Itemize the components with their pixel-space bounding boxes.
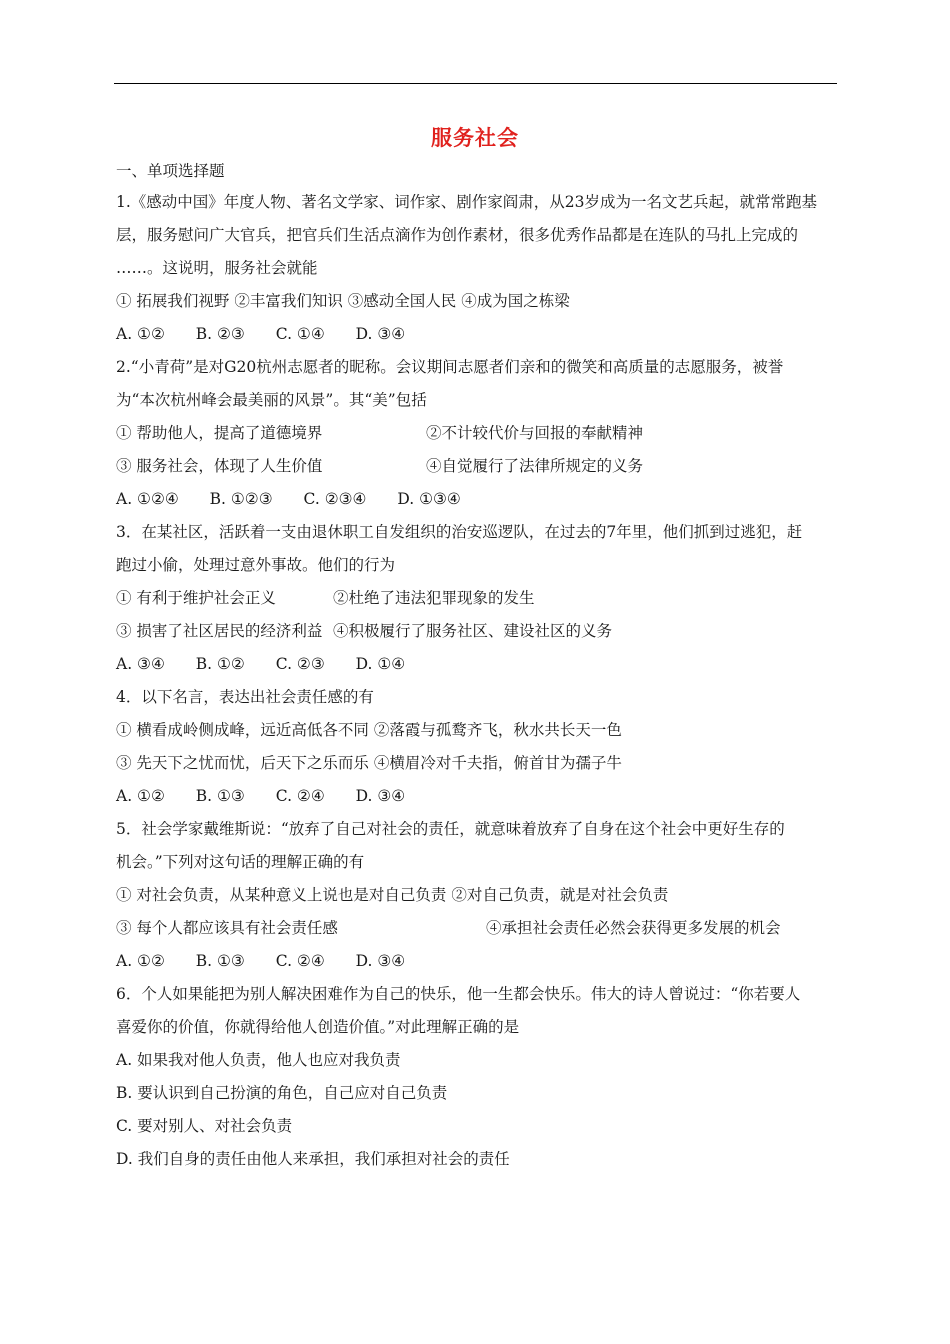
- choice-d[interactable]: D. 我们自身的责任由他人来承担，我们承担对社会的责任: [116, 1150, 510, 1168]
- choice-c[interactable]: C. ②③: [275, 655, 325, 673]
- question-4-choices: [116, 780, 840, 813]
- question-3-statements-row-2: [116, 615, 840, 648]
- statement-4: ④自觉履行了法律所规定的义务: [426, 457, 644, 475]
- choice-d[interactable]: D. ③④: [355, 952, 406, 970]
- question-6: [116, 978, 840, 1176]
- question-2-choices: [116, 483, 840, 516]
- question-5: [116, 813, 840, 978]
- question-1: [116, 186, 840, 351]
- choice-c[interactable]: C. ②④: [275, 952, 325, 970]
- choice-a[interactable]: A. ①②: [116, 952, 165, 970]
- document-body: [116, 157, 840, 1176]
- choice-b[interactable]: B. ①②③: [209, 490, 273, 508]
- header-rule: [114, 83, 837, 84]
- choice-d[interactable]: D. ①④: [355, 655, 406, 673]
- choice-c[interactable]: C. ①④: [275, 325, 325, 343]
- question-1-statements: ① 拓展我们视野 ②丰富我们知识 ③感动全国人民 ④成为国之栋梁: [116, 292, 570, 310]
- question-2-statements-row-1: [116, 417, 840, 450]
- choice-c[interactable]: C. 要对别人、对社会负责: [116, 1117, 293, 1135]
- choice-a[interactable]: A. ①②: [116, 325, 165, 343]
- choice-d[interactable]: D. ③④: [355, 325, 406, 343]
- choice-a[interactable]: A. 如果我对他人负责，他人也应对我负责: [116, 1051, 401, 1069]
- statement-3: ③ 每个人都应该具有社会责任感: [116, 919, 338, 937]
- question-4-statements-row-1: ① 横看成岭侧成峰，远近高低各不同 ②落霞与孤鹜齐飞，秋水共长天一色: [116, 721, 622, 739]
- question-3: [116, 516, 840, 681]
- statement-1: ① 有利于维护社会正义: [116, 589, 276, 607]
- question-5-choices: [116, 945, 840, 978]
- choice-b[interactable]: B. ①③: [195, 787, 245, 805]
- question-1-stem-line-1: 1.《感动中国》年度人物、著名文学家、词作家、剧作家阎肃，从23岁成为一名文艺兵起，就常常跑基: [116, 193, 818, 211]
- statement-1: ① 帮助他人，提高了道德境界: [116, 424, 323, 442]
- question-6-stem-line-2: 喜爱你的价值，你就得给他人创造价值。”对此理解正确的是: [116, 1018, 520, 1036]
- choice-d[interactable]: D. ③④: [355, 787, 406, 805]
- question-4: [116, 681, 840, 813]
- choice-d[interactable]: D. ①③④: [397, 490, 461, 508]
- question-5-statements-row-2: [116, 912, 840, 945]
- section-heading: 一、单项选择题: [116, 162, 225, 180]
- statement-4: ④积极履行了服务社区、建设社区的义务: [333, 622, 613, 640]
- choice-b[interactable]: B. ②③: [195, 325, 245, 343]
- question-5-statements-row-1: ① 对社会负责，从某种意义上说也是对自己负责 ②对自己负责，就是对社会负责: [116, 886, 669, 904]
- question-3-stem-line-1: 3．在某社区，活跃着一支由退休职工自发组织的治安巡逻队，在过去的7年里，他们抓到过逃犯，赶: [116, 523, 803, 541]
- question-1-stem-line-2: 层，服务慰问广大官兵，把官兵们生活点滴作为创作素材，很多优秀作品都是在连队的马扎上完成的: [116, 226, 799, 244]
- question-6-stem-line-1: 6．个人如果能把为别人解决困难作为自己的快乐，他一生都会快乐。伟大的诗人曾说过：“你若要人: [116, 985, 801, 1003]
- choice-c[interactable]: C. ②④: [275, 787, 325, 805]
- question-3-stem-line-2: 跑过小偷，处理过意外事故。他们的行为: [116, 556, 396, 574]
- choice-b[interactable]: B. ①③: [195, 952, 245, 970]
- question-2-stem-line-2: 为“本次杭州峰会最美丽的风景”。其“美”包括: [116, 391, 427, 409]
- question-5-stem-line-1: 5．社会学家戴维斯说：“放弃了自己对社会的责任，就意味着放弃了自身在这个社会中更好生存的: [116, 820, 785, 838]
- question-3-statements-row-1: [116, 582, 840, 615]
- statement-2: ②不计较代价与回报的奉献精神: [426, 424, 644, 442]
- question-4-stem-line-1: 4．以下名言，表达出社会责任感的有: [116, 688, 374, 706]
- statement-3: ③ 损害了社区居民的经济利益: [116, 622, 323, 640]
- choice-c[interactable]: C. ②③④: [303, 490, 367, 508]
- choice-a[interactable]: A. ③④: [116, 655, 165, 673]
- page-title: 服务社会: [431, 126, 519, 150]
- choice-a[interactable]: A. ①②④: [116, 490, 179, 508]
- question-1-choices: [116, 318, 840, 351]
- question-4-statements-row-2: ③ 先天下之忧而忧，后天下之乐而乐 ④横眉冷对千夫指，俯首甘为孺子牛: [116, 754, 622, 772]
- question-2-stem-line-1: 2.“小青荷”是对G20杭州志愿者的昵称。会议期间志愿者们亲和的微笑和高质量的志愿服务，被誉: [116, 358, 784, 376]
- question-3-choices: [116, 648, 840, 681]
- choice-b[interactable]: B. ①②: [195, 655, 245, 673]
- question-2: [116, 351, 840, 516]
- question-5-stem-line-2: 机会。”下列对这句话的理解正确的有: [116, 853, 365, 871]
- choice-a[interactable]: A. ①②: [116, 787, 165, 805]
- question-1-stem-line-3: ……。这说明，服务社会就能: [116, 259, 318, 277]
- statement-2: ②杜绝了违法犯罪现象的发生: [333, 589, 535, 607]
- question-2-statements-row-2: [116, 450, 840, 483]
- statement-4: ④承担社会责任必然会获得更多发展的机会: [486, 919, 781, 937]
- choice-b[interactable]: B. 要认识到自己扮演的角色，自己应对自己负责: [116, 1084, 448, 1102]
- statement-3: ③ 服务社会，体现了人生价值: [116, 457, 323, 475]
